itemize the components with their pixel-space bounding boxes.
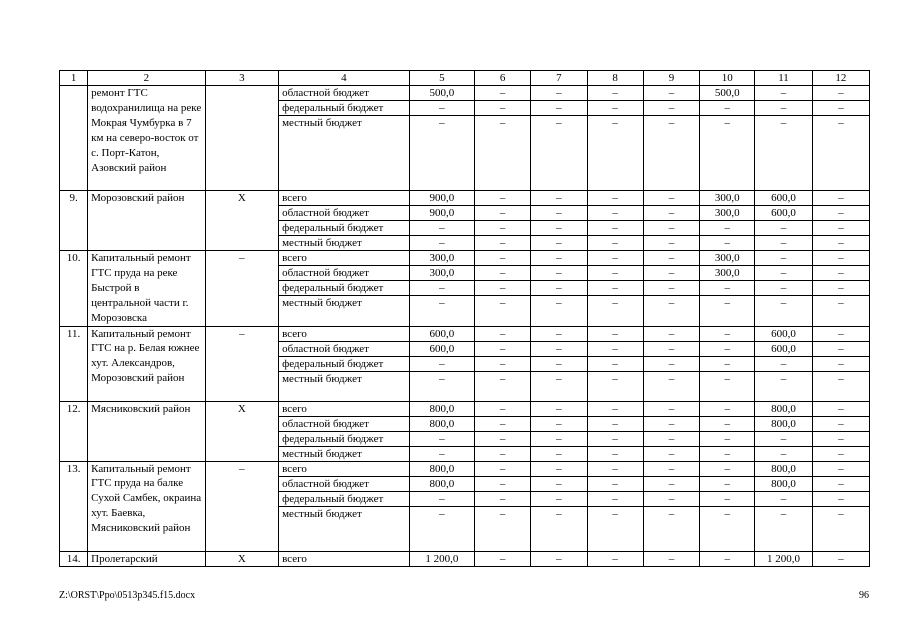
amount-cell: – — [643, 371, 699, 401]
column-number: 10 — [700, 71, 755, 86]
amount-cell: – — [812, 506, 869, 551]
amount-cell: – — [531, 356, 587, 371]
amount-cell: – — [812, 356, 869, 371]
amount-cell: – — [531, 116, 587, 191]
amount-cell: – — [409, 491, 474, 506]
amount-cell: – — [755, 281, 812, 296]
row-mark: X — [205, 401, 278, 461]
amount-cell: – — [643, 221, 699, 236]
amount-cell: – — [531, 236, 587, 251]
amount-cell: – — [700, 221, 755, 236]
amount-cell: 1 200,0 — [409, 551, 474, 567]
page-number: 96 — [859, 590, 869, 601]
funding-source: федеральный бюджет — [279, 431, 410, 446]
amount-cell: – — [812, 476, 869, 491]
amount-cell: – — [587, 506, 643, 551]
amount-cell: – — [700, 401, 755, 416]
table-row — [60, 326, 870, 341]
funding-source: всего — [279, 191, 410, 206]
amount-cell: – — [587, 281, 643, 296]
amount-cell: – — [475, 191, 531, 206]
amount-cell: 800,0 — [409, 416, 474, 431]
amount-cell: – — [700, 476, 755, 491]
amount-cell: – — [643, 116, 699, 191]
amount-cell: – — [812, 101, 869, 116]
column-number: 8 — [587, 71, 643, 86]
amount-cell: – — [475, 341, 531, 356]
table-row — [60, 191, 870, 206]
amount-cell: – — [812, 281, 869, 296]
amount-cell: – — [475, 116, 531, 191]
amount-cell: – — [531, 476, 587, 491]
funding-source: областной бюджет — [279, 476, 410, 491]
amount-cell: – — [755, 236, 812, 251]
amount-cell: – — [475, 356, 531, 371]
funding-source: областной бюджет — [279, 206, 410, 221]
amount-cell: – — [812, 491, 869, 506]
amount-cell: – — [475, 101, 531, 116]
amount-cell: – — [531, 206, 587, 221]
amount-cell: – — [700, 461, 755, 476]
row-mark: – — [205, 251, 278, 327]
amount-cell: – — [700, 236, 755, 251]
funding-source: местный бюджет — [279, 236, 410, 251]
amount-cell: 300,0 — [700, 266, 755, 281]
object-name: Капитальный ремонт ГТС на р. Белая южнее хут. Александров, Морозовский район — [88, 326, 206, 401]
amount-cell: – — [700, 101, 755, 116]
amount-cell: 300,0 — [409, 251, 474, 266]
amount-cell: – — [475, 371, 531, 401]
amount-cell: – — [587, 236, 643, 251]
amount-cell: – — [587, 191, 643, 206]
amount-cell: – — [812, 551, 869, 567]
amount-cell: – — [755, 446, 812, 461]
column-number: 7 — [531, 71, 587, 86]
amount-cell: – — [587, 551, 643, 567]
amount-cell: – — [700, 326, 755, 341]
amount-cell: – — [587, 371, 643, 401]
amount-cell: – — [475, 461, 531, 476]
amount-cell: – — [587, 341, 643, 356]
amount-cell: 500,0 — [409, 86, 474, 101]
funding-source: федеральный бюджет — [279, 101, 410, 116]
amount-cell: – — [475, 431, 531, 446]
amount-cell: – — [475, 86, 531, 101]
object-name: Морозовский район — [88, 191, 206, 251]
funding-source: местный бюджет — [279, 446, 410, 461]
amount-cell: – — [475, 476, 531, 491]
amount-cell: – — [812, 296, 869, 326]
amount-cell: – — [587, 461, 643, 476]
amount-cell: 300,0 — [700, 191, 755, 206]
amount-cell: – — [409, 506, 474, 551]
amount-cell: – — [531, 431, 587, 446]
amount-cell: – — [812, 461, 869, 476]
amount-cell: – — [587, 101, 643, 116]
column-number: 12 — [812, 71, 869, 86]
funding-source: местный бюджет — [279, 371, 410, 401]
amount-cell: 600,0 — [409, 341, 474, 356]
amount-cell: 300,0 — [700, 206, 755, 221]
amount-cell: – — [475, 251, 531, 266]
column-number-row — [60, 71, 870, 86]
amount-cell: 800,0 — [409, 401, 474, 416]
amount-cell: – — [531, 86, 587, 101]
amount-cell: – — [587, 221, 643, 236]
row-number: 10. — [60, 251, 88, 327]
amount-cell: – — [755, 431, 812, 446]
amount-cell: – — [531, 461, 587, 476]
amount-cell: – — [700, 551, 755, 567]
amount-cell: – — [812, 86, 869, 101]
amount-cell: – — [475, 236, 531, 251]
amount-cell: – — [531, 401, 587, 416]
funding-source: областной бюджет — [279, 86, 410, 101]
amount-cell: 800,0 — [409, 461, 474, 476]
funding-source: федеральный бюджет — [279, 281, 410, 296]
amount-cell: – — [475, 266, 531, 281]
funding-source: всего — [279, 551, 410, 567]
amount-cell: – — [755, 116, 812, 191]
amount-cell: 800,0 — [409, 476, 474, 491]
amount-cell: – — [643, 251, 699, 266]
amount-cell: – — [475, 416, 531, 431]
amount-cell: – — [531, 296, 587, 326]
amount-cell: – — [475, 401, 531, 416]
object-name: Капитальный ремонт ГТС пруда на балке Сухой Самбек, окраина хут. Баевка, Мясниковский район — [88, 461, 206, 551]
funding-source: всего — [279, 251, 410, 266]
amount-cell: 300,0 — [700, 251, 755, 266]
amount-cell: – — [643, 401, 699, 416]
amount-cell: – — [475, 281, 531, 296]
amount-cell: – — [700, 281, 755, 296]
amount-cell: – — [643, 101, 699, 116]
amount-cell: – — [587, 86, 643, 101]
amount-cell: – — [475, 446, 531, 461]
amount-cell: 900,0 — [409, 191, 474, 206]
amount-cell: – — [409, 281, 474, 296]
amount-cell: – — [531, 341, 587, 356]
amount-cell: – — [643, 416, 699, 431]
amount-cell: 500,0 — [700, 86, 755, 101]
amount-cell: – — [475, 326, 531, 341]
amount-cell: 600,0 — [755, 191, 812, 206]
document-path: Z:\ORST\Ppo\0513p345.f15.docx — [59, 590, 196, 601]
amount-cell: – — [643, 296, 699, 326]
amount-cell: – — [812, 416, 869, 431]
amount-cell: 600,0 — [409, 326, 474, 341]
amount-cell: – — [409, 236, 474, 251]
amount-cell: – — [812, 191, 869, 206]
funding-source: областной бюджет — [279, 416, 410, 431]
table-row — [60, 461, 870, 476]
amount-cell: – — [812, 206, 869, 221]
amount-cell: – — [700, 446, 755, 461]
amount-cell: 800,0 — [755, 476, 812, 491]
row-mark — [205, 86, 278, 191]
amount-cell: – — [755, 356, 812, 371]
amount-cell: – — [531, 506, 587, 551]
amount-cell: 800,0 — [755, 461, 812, 476]
funding-source: федеральный бюджет — [279, 356, 410, 371]
amount-cell: – — [587, 416, 643, 431]
row-number: 14. — [60, 551, 88, 567]
column-number: 3 — [205, 71, 278, 86]
amount-cell: – — [531, 326, 587, 341]
amount-cell: – — [587, 446, 643, 461]
amount-cell: – — [812, 236, 869, 251]
amount-cell: 300,0 — [409, 266, 474, 281]
table-body — [60, 71, 870, 567]
amount-cell: – — [643, 266, 699, 281]
amount-cell: – — [643, 476, 699, 491]
amount-cell: 800,0 — [755, 416, 812, 431]
amount-cell: – — [587, 476, 643, 491]
amount-cell: 900,0 — [409, 206, 474, 221]
amount-cell: – — [409, 431, 474, 446]
amount-cell: – — [755, 266, 812, 281]
amount-cell: – — [700, 431, 755, 446]
amount-cell: – — [755, 371, 812, 401]
row-number: 13. — [60, 461, 88, 551]
amount-cell: – — [643, 461, 699, 476]
amount-cell: – — [700, 371, 755, 401]
amount-cell: – — [475, 551, 531, 567]
funding-source: всего — [279, 461, 410, 476]
row-mark: – — [205, 326, 278, 401]
amount-cell: – — [755, 251, 812, 266]
funding-source: всего — [279, 326, 410, 341]
amount-cell: – — [587, 266, 643, 281]
amount-cell: – — [812, 326, 869, 341]
amount-cell: – — [409, 221, 474, 236]
amount-cell: – — [587, 326, 643, 341]
row-number: 11. — [60, 326, 88, 401]
row-mark: – — [205, 461, 278, 551]
amount-cell: 600,0 — [755, 326, 812, 341]
amount-cell: – — [812, 251, 869, 266]
amount-cell: – — [475, 221, 531, 236]
amount-cell: – — [409, 296, 474, 326]
amount-cell: – — [643, 446, 699, 461]
amount-cell: – — [531, 191, 587, 206]
amount-cell: – — [643, 206, 699, 221]
amount-cell: – — [409, 101, 474, 116]
amount-cell: – — [531, 251, 587, 266]
amount-cell: – — [700, 116, 755, 191]
amount-cell: – — [755, 221, 812, 236]
amount-cell: – — [643, 506, 699, 551]
amount-cell: – — [755, 101, 812, 116]
amount-cell: – — [531, 491, 587, 506]
amount-cell: – — [531, 446, 587, 461]
amount-cell: – — [587, 491, 643, 506]
amount-cell: – — [812, 446, 869, 461]
row-number — [60, 86, 88, 191]
amount-cell: – — [700, 506, 755, 551]
amount-cell: – — [587, 296, 643, 326]
amount-cell: – — [643, 281, 699, 296]
amount-cell: – — [755, 491, 812, 506]
amount-cell: – — [643, 551, 699, 567]
amount-cell: – — [643, 326, 699, 341]
amount-cell: – — [531, 416, 587, 431]
amount-cell: – — [643, 86, 699, 101]
amount-cell: – — [700, 341, 755, 356]
amount-cell: – — [587, 116, 643, 191]
amount-cell: – — [755, 296, 812, 326]
amount-cell: 600,0 — [755, 206, 812, 221]
amount-cell: – — [409, 446, 474, 461]
row-number: 9. — [60, 191, 88, 251]
amount-cell: – — [643, 191, 699, 206]
budget-table — [59, 70, 870, 567]
object-name: Капитальный ремонт ГТС пруда на реке Быстрой в центральной части г. Морозовска — [88, 251, 206, 327]
column-number: 11 — [755, 71, 812, 86]
table-row — [60, 401, 870, 416]
amount-cell: – — [409, 371, 474, 401]
amount-cell: – — [700, 491, 755, 506]
amount-cell: 600,0 — [755, 341, 812, 356]
object-name: Пролетарский — [88, 551, 206, 567]
amount-cell: – — [700, 356, 755, 371]
funding-source: федеральный бюджет — [279, 221, 410, 236]
amount-cell: – — [812, 116, 869, 191]
table-row — [60, 86, 870, 101]
funding-source: местный бюджет — [279, 116, 410, 191]
amount-cell: – — [409, 356, 474, 371]
amount-cell: – — [531, 221, 587, 236]
amount-cell: – — [700, 416, 755, 431]
object-name: Мясниковский район — [88, 401, 206, 461]
amount-cell: – — [587, 356, 643, 371]
amount-cell: – — [587, 251, 643, 266]
column-number: 9 — [643, 71, 699, 86]
funding-source: местный бюджет — [279, 506, 410, 551]
column-number: 6 — [475, 71, 531, 86]
row-mark: X — [205, 191, 278, 251]
amount-cell: 1 200,0 — [755, 551, 812, 567]
amount-cell: – — [643, 491, 699, 506]
row-mark: X — [205, 551, 278, 567]
amount-cell: – — [475, 296, 531, 326]
object-name: ремонт ГТС водохранилища на реке Мокрая Чумбурка в 7 км на северо-восток от с. Порт-Катон, Азовский район — [88, 86, 206, 191]
amount-cell: – — [587, 206, 643, 221]
amount-cell: – — [531, 266, 587, 281]
amount-cell: – — [812, 341, 869, 356]
amount-cell: – — [755, 86, 812, 101]
row-number: 12. — [60, 401, 88, 461]
amount-cell: – — [475, 491, 531, 506]
amount-cell: – — [475, 206, 531, 221]
funding-source: областной бюджет — [279, 341, 410, 356]
amount-cell: – — [643, 341, 699, 356]
amount-cell: – — [812, 401, 869, 416]
amount-cell: – — [531, 371, 587, 401]
amount-cell: – — [812, 266, 869, 281]
amount-cell: – — [531, 551, 587, 567]
amount-cell: – — [812, 371, 869, 401]
column-number: 1 — [60, 71, 88, 86]
amount-cell: – — [812, 431, 869, 446]
funding-source: местный бюджет — [279, 296, 410, 326]
amount-cell: – — [531, 101, 587, 116]
funding-source: федеральный бюджет — [279, 491, 410, 506]
funding-source: областной бюджет — [279, 266, 410, 281]
amount-cell: – — [812, 221, 869, 236]
amount-cell: – — [409, 116, 474, 191]
amount-cell: 800,0 — [755, 401, 812, 416]
amount-cell: – — [643, 236, 699, 251]
amount-cell: – — [643, 431, 699, 446]
funding-source: всего — [279, 401, 410, 416]
amount-cell: – — [700, 296, 755, 326]
table-row — [60, 251, 870, 266]
column-number: 2 — [88, 71, 206, 86]
column-number: 4 — [279, 71, 410, 86]
column-number: 5 — [409, 71, 474, 86]
amount-cell: – — [587, 431, 643, 446]
amount-cell: – — [755, 506, 812, 551]
amount-cell: – — [587, 401, 643, 416]
amount-cell: – — [475, 506, 531, 551]
amount-cell: – — [643, 356, 699, 371]
amount-cell: – — [531, 281, 587, 296]
table-row — [60, 551, 870, 567]
